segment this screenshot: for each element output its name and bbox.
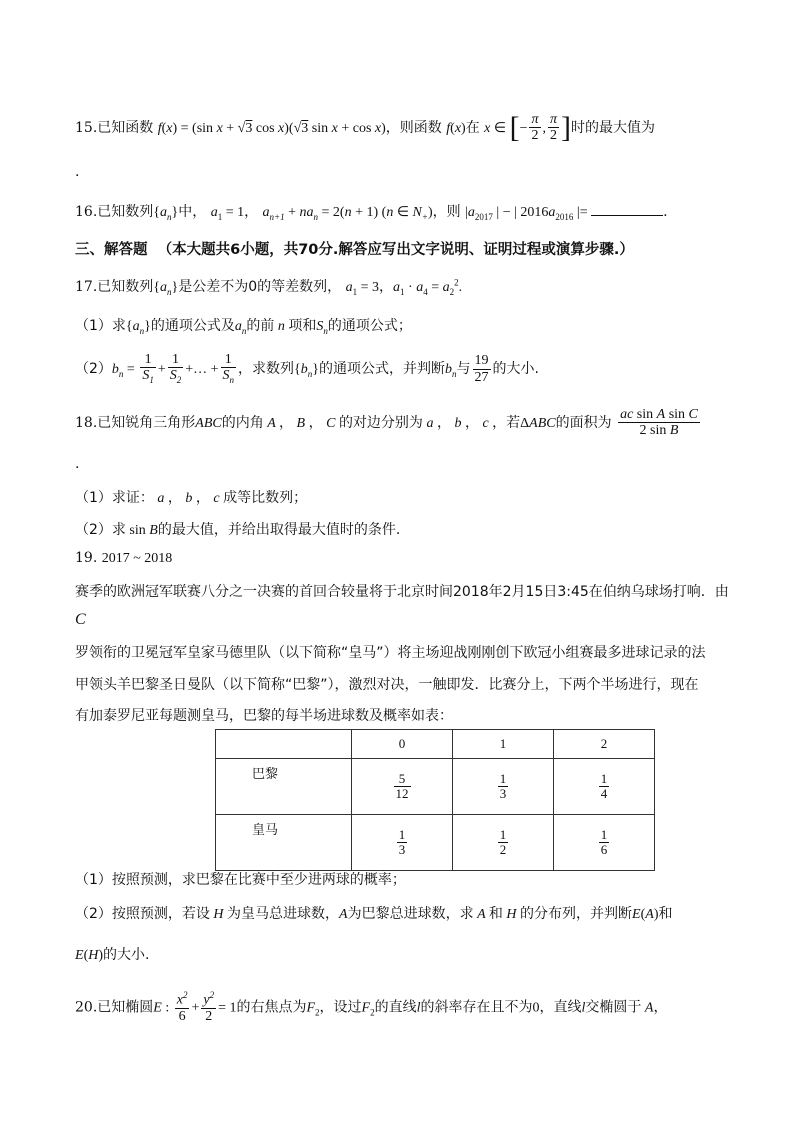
- q15-trailing-dot: .: [75, 164, 80, 180]
- q19-line5: 甲领头羊巴黎圣日曼队（以下简称“巴黎”），激烈对决，一触即发．比赛分上，下两个半场进行，现在: [75, 677, 699, 693]
- q16-lead: 已知数列: [97, 204, 154, 220]
- area-fraction: $\frac{\text{ac sin A sin C}}{\text{2 sin B}}$: [620, 407, 698, 439]
- q19-line6: 有加泰罗尼亚每题测皇马，巴黎的每半场进球数及概率如表：: [75, 708, 453, 724]
- q19-line2: 赛季的欧洲冠军联赛八分之一决赛的首回合较量将于北京时间2018年2月15日3:45在伯纳乌球场打响．由: [75, 584, 729, 600]
- probability-table: [215, 729, 655, 871]
- table-header-cell: [216, 730, 352, 759]
- q16-number: 16.: [75, 204, 98, 220]
- ellipse-fraction: $\frac{x^2}{6}$: [176, 990, 188, 1025]
- table-row: [216, 759, 655, 815]
- q18-part1: （1）求证： a ， b ， c 成等比数列；: [75, 490, 308, 506]
- table-row: [216, 815, 655, 871]
- q19-line4: 罗领衔的卫冕冠军皇家马德里队（以下简称“皇马”）将主场迎战刚刚创下欧冠小组赛最多进球记录的法: [75, 645, 706, 661]
- q19-part2: （2）按照预测，若设 H 为皇马总进球数，A为巴黎总进球数，求 A 和 H 的分布列，并判断E(A)和: [75, 906, 673, 922]
- q15-number: 15.: [75, 119, 98, 136]
- q19-header: 19. 2017 ~ 2018: [75, 550, 173, 566]
- q19-part2-cont: E(H)的大小.: [75, 947, 150, 963]
- q17-part1: （1）求$\{a_n\}$的通项公式及$a_n$的前 n 项和$S_n$的通项公式；: [75, 318, 412, 336]
- q15-in: 在: [465, 119, 480, 136]
- q15-tail: 时的最大值为: [571, 119, 656, 136]
- q19-letter: C: [75, 611, 86, 628]
- answer-blank[interactable]: [591, 203, 663, 216]
- q18-trailing-dot: .: [75, 456, 80, 472]
- interval-fraction: $\frac{\pi}{2}$: [550, 112, 558, 144]
- q15-line: 15.已知函数 f(x) = (sin x + √3 cos x)(√3 sin x + cos x)，则函数 f(x)在 x ∈ [− $\frac{\pi}{2}$ , $\frac{\pi}{2}$ ]时的最大值为: [75, 110, 656, 144]
- q15-lead: 已知函数: [97, 119, 154, 136]
- ellipse-fraction: $\frac{y^2}{2}$: [203, 990, 215, 1025]
- probability-cell: $\frac{1}{6}$: [554, 815, 655, 871]
- q17-stem: 17.已知数列$\{a_n\}$是公差不为0的等差数列， $a_1 = 3$，$a_1 \cdot a_4 = a_2^2$.: [75, 277, 463, 297]
- interval-fraction: $\frac{\pi}{2}$: [531, 112, 539, 144]
- probability-cell: $\frac{1}{4}$: [554, 759, 655, 815]
- table-header-cell: 0: [352, 730, 453, 759]
- q18-stem: 18.已知锐角三角形ABC的内角 A ， B ， C 的对边分别为 a ， b ， c ，若ΔABC的面积为 $\frac{\text{ac sin A sin C}}{\text{2 sin B}}$: [75, 407, 698, 439]
- q17-part2: $(2)b_n$ = $\frac{1}{S_1}$ + $\frac{1}{S_2}$ +… + $\frac{1}{S_n}$ ，求数列$\{b_n\}$的通项公式，并判断$b_n$与 $\frac{19}{27}$ 的大小.: [75, 352, 539, 386]
- q19-part1: （1）按照预测，求巴黎在比赛中至少进两球的概率；: [75, 872, 406, 888]
- q18-part2: （2）求 sin B的最大值，并给出取得最大值时的条件.: [75, 522, 401, 538]
- q15-formula: f: [157, 120, 162, 136]
- team-name: 皇马: [216, 815, 352, 871]
- section-heading: 三、解答题 （本大题共6小题，共70分.解答应写出文字说明、证明过程或演算步骤.）: [75, 242, 634, 258]
- probability-cell: $\frac{1}{2}$: [453, 815, 554, 871]
- probability-cell: $\frac{1}{3}$: [453, 759, 554, 815]
- probability-cell: $\frac{1}{3}$: [352, 815, 453, 871]
- q15-mid: ，则函数: [385, 119, 442, 136]
- table-header-cell: 1: [453, 730, 554, 759]
- table-header-cell: 2: [554, 730, 655, 759]
- team-name: 巴黎: [216, 759, 352, 815]
- q16-line: 16.已知数列$\{a_n\}$中， $a_1 = 1$， $a_{n+1} + na_n = 2(n + 1)$ (n ∈ $N_+$)，则 $|a_{2017}$ | − | $2016a_{2016}$ |= .: [75, 204, 668, 222]
- q20-stem: 20.已知椭圆E : $\frac{x^2}{6}$ + $\frac{y^2}{2}$ = 1的右焦点为$F_2$，设过$F_2$的直线l的斜率存在且不为0，直线l交椭圆于 A，: [75, 990, 668, 1025]
- probability-cell: $\frac{5}{12}$: [352, 759, 453, 815]
- table-header-row: [216, 730, 655, 759]
